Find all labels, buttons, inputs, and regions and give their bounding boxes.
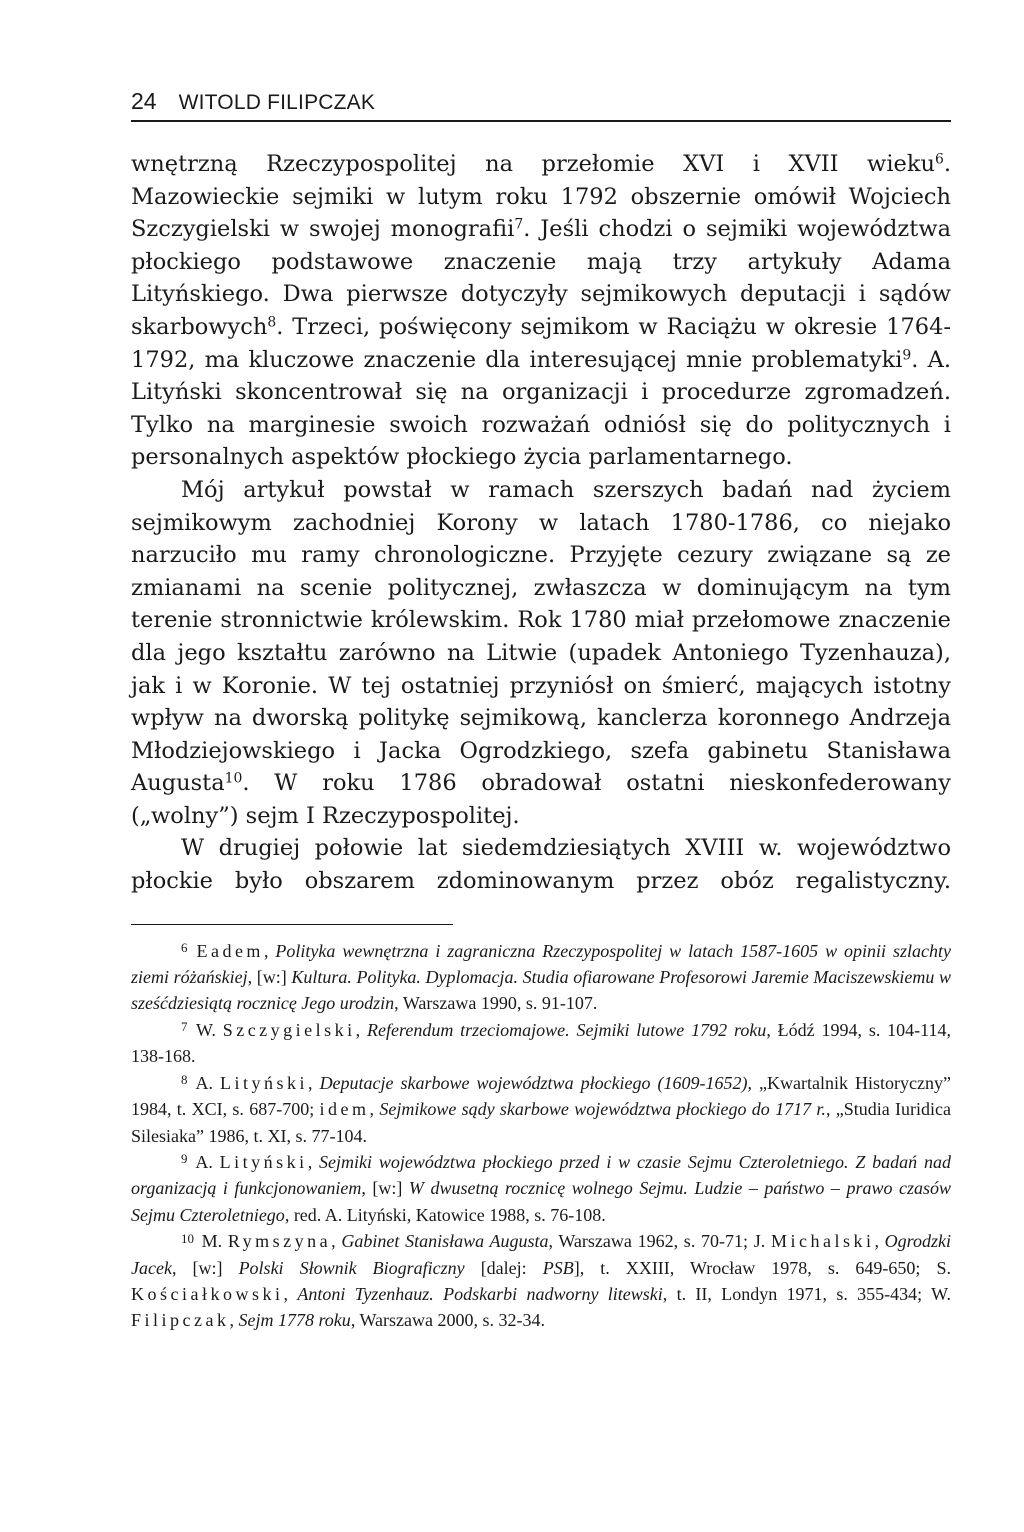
footnote-separator [131,924,453,925]
footnote-number: 9 [181,1151,188,1167]
footnote-title: Gabinet Stanisława Augusta [341,1231,549,1252]
main-text [131,148,951,898]
footnote-title: Sejmikowe sądy skarbowe województwa płockiego do 1717 r. [379,1099,826,1120]
footnote-author: Michalski [770,1231,875,1252]
footnote-title: Kultura. Polityka. Dyplomacja. Studia ofiarowane Profesorowi Jaremie Maciszewskiemu w sześćdziesiątą rocznicę Jego urodzin [131,967,951,1014]
footnote-author: Eadem [196,940,264,961]
footnote-title: W dwusetną rocznicę wolnego Sejmu. Ludzie – państwo – prawo czasów Sejmu Czteroletniego [131,1178,952,1225]
footnote-title: Sejm 1778 roku [238,1310,351,1331]
footnote-ref-6[interactable]: 6 [934,151,944,168]
footnote-author: Filipczak [131,1310,230,1331]
paragraph-3: W drugiej połowie lat siedemdziesiątych XVIII w. województwo płockie było obszarem zdominowanym przez obóz regalistyczny. [131,835,951,895]
footnote-title: Sejmiki województwa płockiego przed i w czasie Sejmu Czteroletniego. Z badań nad organizacją i funkcjonowaniem [131,1151,952,1199]
footnote-10: $^{10}$ M. Rymszyna, Gabinet Stanisława Augusta, Warszawa 1962, s. 70-71; J. Michalski, Ogrodzki Jacek, [w:] Polski Słownik Biograficzny [dalej: PSB], t. XXIII, Wrocław 1978, s. 649-650; S. Kościałkowski, Antoni Tyzenhauz. Podskarbi nadworny litewski, t. II, Londyn 1971, s. 355-434; W. Filipczak, Sejm 1778 roku, Warszawa 2000, s. 32-34. [131,1230,952,1331]
footnote-number: 10 [181,1230,194,1246]
page [131,88,951,1334]
footnote-number: 6 [181,940,188,956]
paragraph-2: Mój artykuł powstał w ramach szerszych badań nad życiem sejmikowym zachodniej Korony w latach 1780-1786, co niejako narzuciło mu ramy chronologiczne. Przyjęte cezury związane są ze zmianami na scenie politycznej, zwłaszcza w dominującym na tym terenie stronnictwie królewskim. Rok 1780 miał przełomowe znaczenie dla jego kształtu zarówno na Litwie (upadek Antoniego Tyzenhauza), jak i w Koronie. W tej ostatniej przyniósł on śmierć, mających istotny wpływ na dworską politykę sejmikową, kanclerza koronnego Andrzeja Młodziejowskiego i Jacka Ogrodzkiego, szefa gabinetu Stanisława Augusta$^{10}$. W roku 1786 obradował ostatni nieskonfederowany („wolny”) sejm I Rzeczypospolitej. [131,476,951,829]
footnote-title: Ogrodzki Jacek [131,1231,952,1278]
footnote-author: Lityński [219,1151,308,1172]
footnote-title: Antoni Tyzenhauz. Podskarbi nadworny litewski [297,1283,663,1304]
footnote-title: Polityka wewnętrzna i zagraniczna Rzeczypospolitej w latach 1587-1605 w opinii szlachty ziemi różańskiej [131,940,951,988]
footnote-ref-10[interactable]: 10 [224,770,243,787]
footnote-9: $^9$ A. Lityński, Sejmiki województwa płockiego przed i w czasie Sejmu Czteroletniego. Z badań nad organizacją i funkcjonowaniem, [w:] W dwusetną rocznicę wolnego Sejmu. Ludzie – państwo – prawo czasów Sejmu Czteroletniego, red. A. Lityński, Katowice 1988, s. 76-108. [131,1151,952,1225]
footnote-title: Polski Słownik Biograficzny [238,1257,465,1278]
footnote-author: Szczygielski [222,1019,356,1040]
running-head [131,88,951,122]
footnote-title: Deputacje skarbowe województwa płockiego (1609-1652) [319,1072,748,1093]
footnote-6: $^6$ Eadem, Polityka wewnętrzna i zagraniczna Rzeczypospolitej w latach 1587-1605 w opinii szlachty ziemi różańskiej, [w:] Kultura. Polityka. Dyplomacja. Studia ofiarowane Profesorowi Jaremie Maciszewskiemu w sześćdziesiątą rocznicę Jego urodzin, Warszawa 1990, s. 91-107. [131,940,951,1014]
footnote-7: $^7$ W. Szczygielski, Referendum trzeciomajowe. Sejmiki lutowe 1792 roku, Łódź 1994, s. 104-114, 138-168. [131,1019,951,1067]
footnote-author: Lityński [220,1072,309,1093]
footnote-ref-7[interactable]: 7 [514,216,524,233]
footnote-title: PSB [542,1257,574,1278]
footnote-number: 7 [181,1019,188,1035]
running-title-author: WITOLD FILIPCZAK [178,91,376,114]
footnote-ref-9[interactable]: 9 [902,346,912,363]
footnote-ref-8[interactable]: 8 [267,314,277,331]
footnote-8: $^8$ A. Lityński, Deputacje skarbowe województwa płockiego (1609-1652), „Kwartalnik Historyczny” 1984, t. XCI, s. 687-700; idem, Sejmikowe sądy skarbowe województwa płockiego do 1717 r., „Studia Iuridica Silesiaka” 1986, t. XI, s. 77-104. [131,1072,952,1146]
footnotes [131,938,951,1334]
footnote-title: Referendum trzeciomajowe. Sejmiki lutowe 1792 roku [367,1019,767,1040]
footnote-author: idem [319,1099,370,1120]
page-number: 24 [131,88,157,114]
footnote-number: 8 [181,1072,188,1088]
footnote-author: Kościałkowski [131,1283,284,1304]
footnote-author: Rymszyna [227,1231,332,1252]
paragraph-1: wnętrzną Rzeczypospolitej na przełomie XVI i XVII wieku$^6$. Mazowieckie sejmiki w lutym roku 1792 obszernie omówił Wojciech Szczygielski w swojej monografii$^7$. Jeśli chodzi o sejmiki województwa płockiego podstawowe znaczenie mają trzy artykuły Adama Lityńskiego. Dwa pierwsze dotyczyły sejmikowych deputacji i sądów skarbowych$^8$. Trzeci, poświęcony sejmikom w Raciążu w okresie 1764-1792, ma kluczowe znaczenie dla interesującej mnie problematyki$^9$. A. Lityński skoncentrował się na organizacji i procedurze zgromadzeń. Tylko na marginesie swoich rozważań odniósł się do politycznych i personalnych aspektów płockiego życia parlamentarnego. [131,151,952,471]
